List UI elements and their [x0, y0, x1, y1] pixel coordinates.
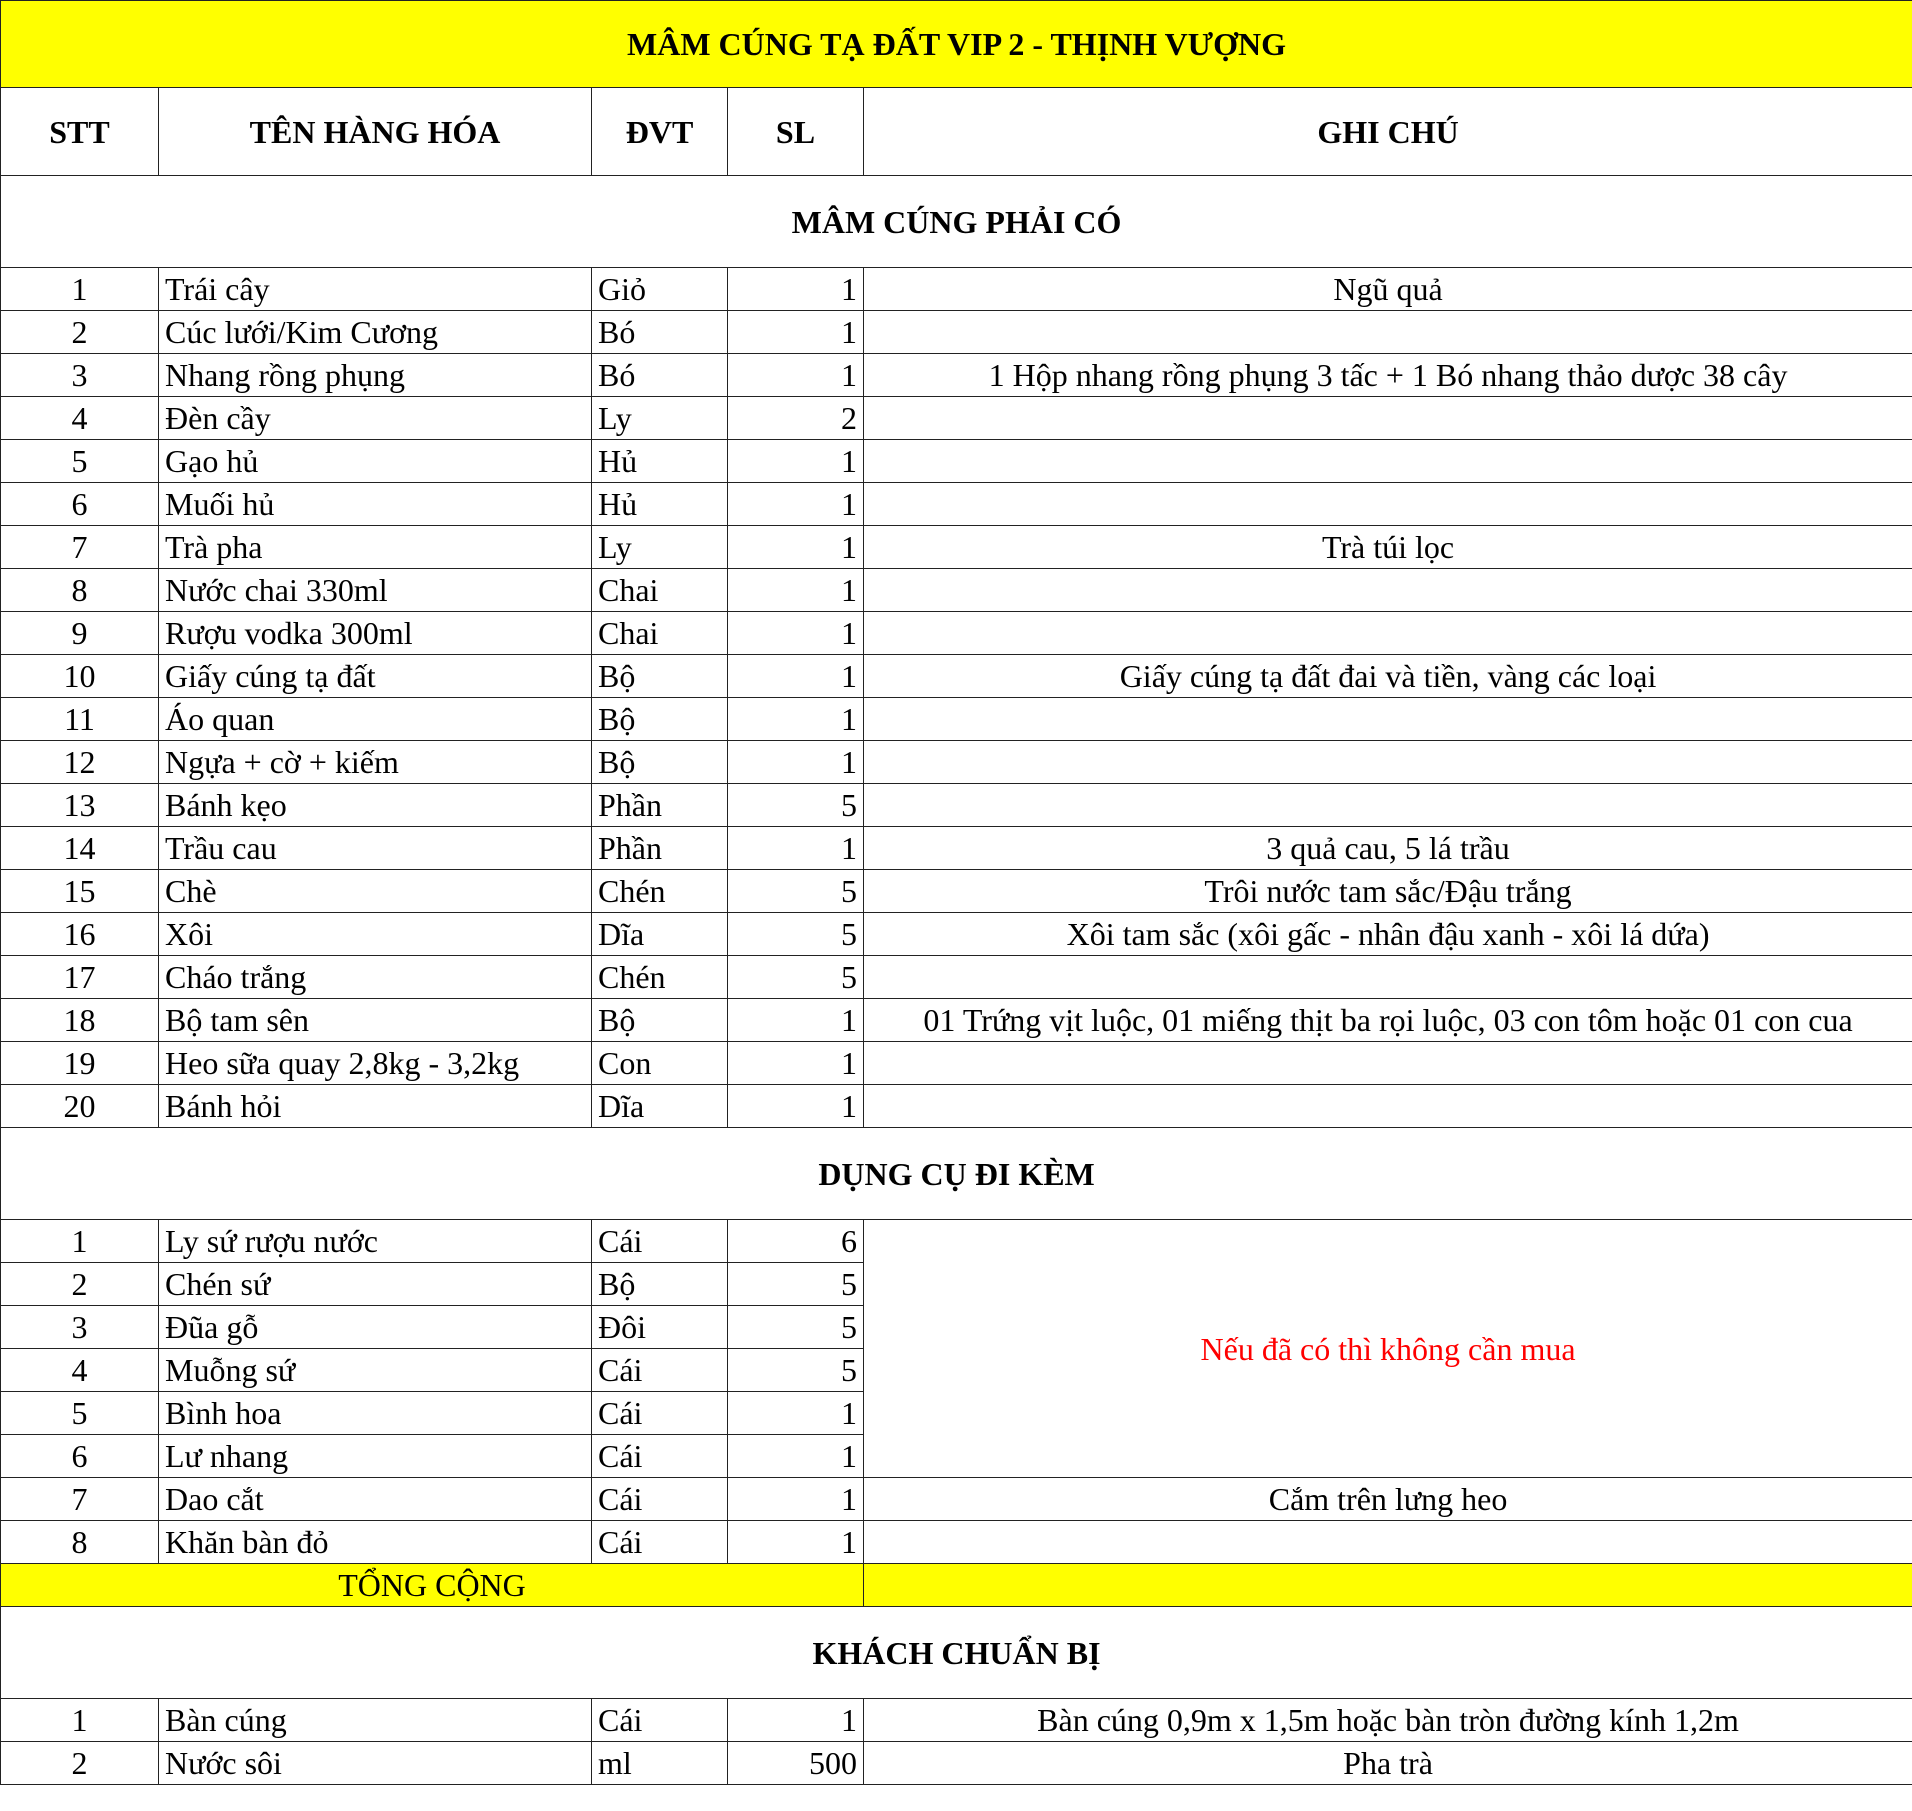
table-row — [1, 655, 1912, 698]
cell-unit: Đôi — [592, 1306, 728, 1349]
cell-qty: 5 — [728, 870, 864, 913]
cell-qty: 1 — [728, 999, 864, 1042]
cell-unit: Bộ — [592, 999, 728, 1042]
title-row — [1, 1, 1912, 88]
cell-unit: Phần — [592, 827, 728, 870]
table-row — [1, 1042, 1912, 1085]
cell-name: Bình hoa — [159, 1392, 592, 1435]
cell-unit: Chén — [592, 870, 728, 913]
table-row — [1, 741, 1912, 784]
cell-note: 3 quả cau, 5 lá trầu — [864, 827, 1912, 870]
cell-unit: Cái — [592, 1699, 728, 1742]
cell-name: Chè — [159, 870, 592, 913]
cell-name: Rượu vodka 300ml — [159, 612, 592, 655]
cell-unit: ml — [592, 1742, 728, 1785]
cell-qty: 500 — [728, 1742, 864, 1785]
cell-note — [864, 1085, 1912, 1128]
cell-qty: 1 — [728, 526, 864, 569]
cell-unit: Bộ — [592, 655, 728, 698]
section-row — [1, 176, 1912, 268]
section-row — [1, 1128, 1912, 1220]
cell-stt: 1 — [1, 1699, 159, 1742]
cell-unit: Cái — [592, 1349, 728, 1392]
cell-qty: 1 — [728, 1085, 864, 1128]
cell-stt: 5 — [1, 440, 159, 483]
cell-stt: 17 — [1, 956, 159, 999]
cell-stt: 6 — [1, 483, 159, 526]
cell-stt: 20 — [1, 1085, 159, 1128]
table-row — [1, 1478, 1912, 1521]
cell-note: Ngũ quả — [864, 268, 1912, 311]
required-items — [1, 268, 1912, 1128]
table-row — [1, 354, 1912, 397]
cell-note: Cắm trên lưng heo — [864, 1478, 1912, 1521]
cell-note: Xôi tam sắc (xôi gấc - nhân đậu xanh - xôi lá dứa) — [864, 913, 1912, 956]
cell-name: Muối hủ — [159, 483, 592, 526]
cell-unit: Cái — [592, 1435, 728, 1478]
cell-qty: 1 — [728, 1521, 864, 1564]
header-row — [1, 88, 1912, 176]
cell-stt: 6 — [1, 1435, 159, 1478]
cell-stt: 9 — [1, 612, 159, 655]
cell-unit: Dĩa — [592, 913, 728, 956]
cell-qty: 5 — [728, 913, 864, 956]
cell-stt: 2 — [1, 1742, 159, 1785]
cell-note — [864, 440, 1912, 483]
cell-name: Nước sôi — [159, 1742, 592, 1785]
table-row — [1, 397, 1912, 440]
cell-name: Bánh hỏi — [159, 1085, 592, 1128]
cell-name: Heo sữa quay 2,8kg - 3,2kg — [159, 1042, 592, 1085]
cell-stt: 11 — [1, 698, 159, 741]
sheet-title: MÂM CÚNG TẠ ĐẤT VIP 2 - THỊNH VƯỢNG — [1, 1, 1912, 88]
cell-stt: 10 — [1, 655, 159, 698]
cell-name: Chén sứ — [159, 1263, 592, 1306]
cell-unit: Cái — [592, 1521, 728, 1564]
tool-items — [1, 1220, 1912, 1564]
customer-items — [1, 1699, 1912, 1785]
cell-note — [864, 698, 1912, 741]
header-note: GHI CHÚ — [864, 88, 1912, 176]
header-stt: STT — [1, 88, 159, 176]
cell-note: 01 Trứng vịt luộc, 01 miếng thịt ba rọi luộc, 03 con tôm hoặc 01 con cua — [864, 999, 1912, 1042]
cell-name: Trà pha — [159, 526, 592, 569]
cell-note — [864, 741, 1912, 784]
table-row — [1, 698, 1912, 741]
cell-name: Ly sứ rượu nước — [159, 1220, 592, 1263]
cell-note — [864, 956, 1912, 999]
cell-stt: 7 — [1, 526, 159, 569]
cell-stt: 18 — [1, 999, 159, 1042]
section-title-tools: DỤNG CỤ ĐI KÈM — [1, 1128, 1912, 1220]
cell-name: Khăn bàn đỏ — [159, 1521, 592, 1564]
cell-name: Đũa gỗ — [159, 1306, 592, 1349]
cell-qty: 1 — [728, 1435, 864, 1478]
table-row — [1, 311, 1912, 354]
cell-name: Cúc lưới/Kim Cương — [159, 311, 592, 354]
cell-note: Trà túi lọc — [864, 526, 1912, 569]
cell-unit: Con — [592, 1042, 728, 1085]
cell-name: Nhang rồng phụng — [159, 354, 592, 397]
cell-stt: 14 — [1, 827, 159, 870]
cell-qty: 1 — [728, 1042, 864, 1085]
cell-unit: Bó — [592, 354, 728, 397]
cell-stt: 19 — [1, 1042, 159, 1085]
cell-name: Đèn cầy — [159, 397, 592, 440]
table-row — [1, 784, 1912, 827]
cell-stt: 3 — [1, 354, 159, 397]
cell-unit: Hủ — [592, 483, 728, 526]
cell-name: Nước chai 330ml — [159, 569, 592, 612]
cell-stt: 8 — [1, 569, 159, 612]
cell-qty: 1 — [728, 741, 864, 784]
total-row — [1, 1564, 1912, 1607]
cell-qty: 1 — [728, 1699, 864, 1742]
cell-name: Trái cây — [159, 268, 592, 311]
cell-qty: 5 — [728, 1306, 864, 1349]
cell-note — [864, 483, 1912, 526]
cell-unit: Bộ — [592, 741, 728, 784]
cell-unit: Cái — [592, 1478, 728, 1521]
section-title-required: MÂM CÚNG PHẢI CÓ — [1, 176, 1912, 268]
table-row — [1, 1521, 1912, 1564]
cell-unit: Ly — [592, 397, 728, 440]
cell-qty: 5 — [728, 956, 864, 999]
cell-qty: 1 — [728, 483, 864, 526]
cell-stt: 7 — [1, 1478, 159, 1521]
total-value — [864, 1564, 1912, 1607]
cell-note: Trôi nước tam sắc/Đậu trắng — [864, 870, 1912, 913]
cell-name: Ngựa + cờ + kiếm — [159, 741, 592, 784]
cell-qty: 1 — [728, 1478, 864, 1521]
cell-note — [864, 397, 1912, 440]
cell-name: Xôi — [159, 913, 592, 956]
cell-unit: Bộ — [592, 1263, 728, 1306]
cell-qty: 1 — [728, 698, 864, 741]
cell-unit: Chén — [592, 956, 728, 999]
cell-name: Dao cắt — [159, 1478, 592, 1521]
cell-qty: 1 — [728, 569, 864, 612]
header-qty: SL — [728, 88, 864, 176]
cell-stt: 2 — [1, 1263, 159, 1306]
table-row — [1, 268, 1912, 311]
cell-stt: 1 — [1, 1220, 159, 1263]
cell-name: Lư nhang — [159, 1435, 592, 1478]
cell-note — [864, 784, 1912, 827]
cell-unit: Bộ — [592, 698, 728, 741]
cell-qty: 1 — [728, 354, 864, 397]
table-row — [1, 1699, 1912, 1742]
cell-name: Áo quan — [159, 698, 592, 741]
cell-note — [864, 569, 1912, 612]
cell-qty: 1 — [728, 655, 864, 698]
cell-qty: 1 — [728, 440, 864, 483]
cell-name: Giấy cúng tạ đất — [159, 655, 592, 698]
cell-qty: 6 — [728, 1220, 864, 1263]
cell-stt: 12 — [1, 741, 159, 784]
cell-name: Cháo trắng — [159, 956, 592, 999]
section-title-customer: KHÁCH CHUẨN BỊ — [1, 1607, 1912, 1699]
cell-name: Bánh kẹo — [159, 784, 592, 827]
cell-stt: 15 — [1, 870, 159, 913]
cell-qty: 5 — [728, 784, 864, 827]
cell-stt: 4 — [1, 397, 159, 440]
cell-unit: Cái — [592, 1220, 728, 1263]
cell-note — [864, 1042, 1912, 1085]
cell-stt: 16 — [1, 913, 159, 956]
cell-name: Muỗng sứ — [159, 1349, 592, 1392]
cell-qty: 1 — [728, 612, 864, 655]
merged-note: Nếu đã có thì không cần mua — [864, 1220, 1912, 1478]
cell-unit: Phần — [592, 784, 728, 827]
cell-stt: 13 — [1, 784, 159, 827]
table-row — [1, 569, 1912, 612]
header-name: TÊN HÀNG HÓA — [159, 88, 592, 176]
cell-stt: 4 — [1, 1349, 159, 1392]
cell-qty: 5 — [728, 1263, 864, 1306]
cell-qty: 1 — [728, 1392, 864, 1435]
cell-unit: Giỏ — [592, 268, 728, 311]
table-row — [1, 913, 1912, 956]
table-row — [1, 1220, 1912, 1263]
table-row — [1, 827, 1912, 870]
table-row — [1, 440, 1912, 483]
cell-name: Gạo hủ — [159, 440, 592, 483]
table-row — [1, 956, 1912, 999]
cell-unit: Bó — [592, 311, 728, 354]
table-row — [1, 526, 1912, 569]
cell-stt: 1 — [1, 268, 159, 311]
cell-note: Giấy cúng tạ đất đai và tiền, vàng các loại — [864, 655, 1912, 698]
cell-stt: 5 — [1, 1392, 159, 1435]
cell-name: Trầu cau — [159, 827, 592, 870]
cell-note: Pha trà — [864, 1742, 1912, 1785]
header-unit: ĐVT — [592, 88, 728, 176]
cell-note: 1 Hộp nhang rồng phụng 3 tấc + 1 Bó nhang thảo dược 38 cây — [864, 354, 1912, 397]
cell-unit: Chai — [592, 612, 728, 655]
cell-unit: Hủ — [592, 440, 728, 483]
cell-unit: Cái — [592, 1392, 728, 1435]
cell-name: Bộ tam sên — [159, 999, 592, 1042]
cell-name: Bàn cúng — [159, 1699, 592, 1742]
table-row — [1, 1742, 1912, 1785]
cell-unit: Dĩa — [592, 1085, 728, 1128]
table-row — [1, 1085, 1912, 1128]
cell-note — [864, 311, 1912, 354]
cell-note — [864, 612, 1912, 655]
total-label: TỔNG CỘNG — [1, 1564, 864, 1607]
cell-qty: 2 — [728, 397, 864, 440]
table-row — [1, 870, 1912, 913]
cell-note: Bàn cúng 0,9m x 1,5m hoặc bàn tròn đường kính 1,2m — [864, 1699, 1912, 1742]
cell-unit: Chai — [592, 569, 728, 612]
cell-stt: 3 — [1, 1306, 159, 1349]
cell-qty: 1 — [728, 268, 864, 311]
cell-qty: 1 — [728, 827, 864, 870]
cell-note — [864, 1521, 1912, 1564]
cell-qty: 5 — [728, 1349, 864, 1392]
cell-stt: 8 — [1, 1521, 159, 1564]
section-row — [1, 1607, 1912, 1699]
cell-unit: Ly — [592, 526, 728, 569]
table-row — [1, 999, 1912, 1042]
table-row — [1, 612, 1912, 655]
table-row — [1, 483, 1912, 526]
cell-stt: 2 — [1, 311, 159, 354]
cell-qty: 1 — [728, 311, 864, 354]
